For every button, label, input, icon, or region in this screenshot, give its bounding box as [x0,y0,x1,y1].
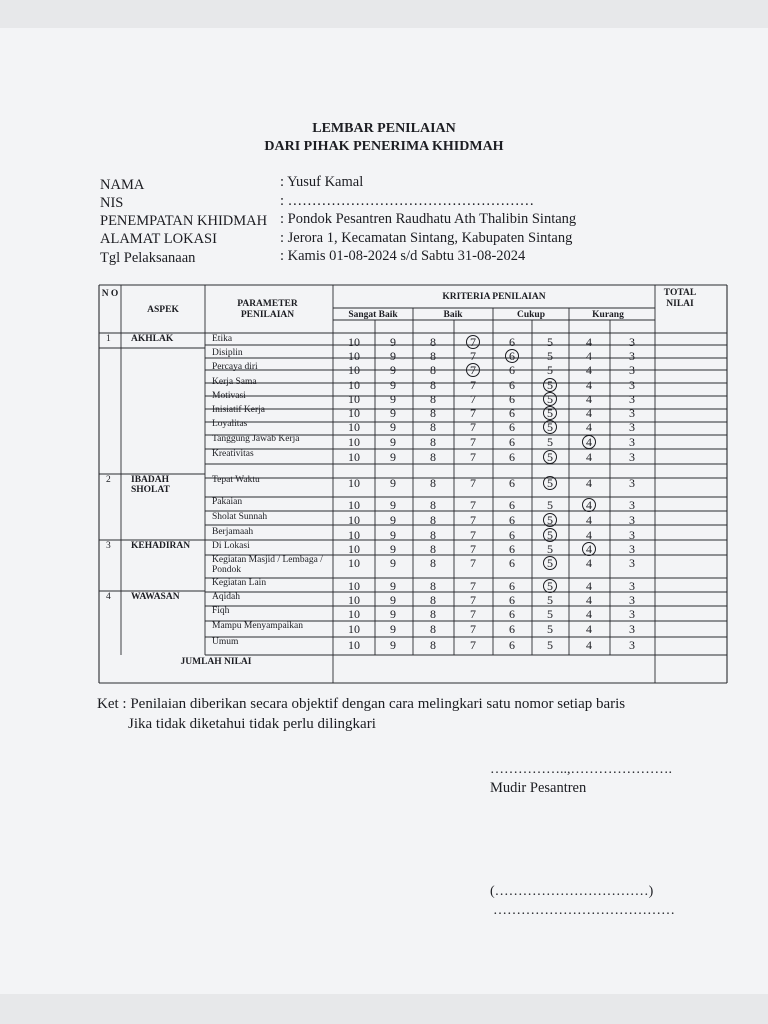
signature-nip: ………………………………… [493,903,675,918]
score-cell: 10 [348,392,360,406]
signature-role: Mudir Pesantren [490,780,587,796]
score-cell: 7 [470,528,476,542]
score-cell: 9 [390,593,396,607]
score-cell: 8 [430,579,436,593]
score-cell: 8 [430,420,436,434]
score-cell: 4 [586,513,592,527]
score-cell: 4 [586,579,592,593]
header-kriteria: KRITERIA PENILAIAN [442,292,546,302]
row-parameter: Tanggung Jawab Kerja [212,434,300,444]
score-cell: 8 [430,556,436,570]
score-cell: 7 [470,335,476,349]
score-cell: 3 [629,513,635,527]
score-cell: 7 [470,450,476,464]
score-cell: 7 [470,349,476,363]
score-cell: 6 [509,378,515,392]
score-cell: 3 [629,542,635,556]
score-cell: 3 [629,435,635,449]
header-group-cukup: Cukup [517,310,545,320]
score-cell: 7 [470,607,476,621]
score-cell: 4 [586,556,592,570]
score-cell: 8 [430,593,436,607]
field-label: NIS [100,195,124,211]
row-parameter: Kegiatan Lain [212,578,267,588]
score-cell: 4 [586,638,592,652]
score-cell: 10 [348,476,360,490]
score-cell: 6 [509,392,515,406]
score-cell: 9 [390,556,396,570]
score-cell: 5 [547,622,553,636]
header-total: TOTAL NILAI [663,288,697,309]
circled-score-mark [466,363,480,377]
field-value: : Kamis 01-08-2024 s/d Sabtu 31-08-2024 [280,248,526,264]
score-cell: 10 [348,556,360,570]
score-cell: 3 [629,378,635,392]
circled-score-mark [543,556,557,570]
score-cell: 9 [390,363,396,377]
circled-score-mark [543,528,557,542]
score-cell: 6 [509,622,515,636]
score-cell: 3 [629,593,635,607]
score-cell: 9 [390,638,396,652]
score-cell: 7 [470,513,476,527]
score-cell: 3 [629,406,635,420]
title-line-2: DARI PIHAK PENERIMA KHIDMAH [264,139,504,154]
score-cell: 4 [586,349,592,363]
header-group-kurang: Kurang [592,310,624,320]
score-cell: 9 [390,335,396,349]
field-value: : Jerora 1, Kecamatan Sintang, Kabupaten Sintang [280,230,573,246]
score-cell: 6 [509,476,515,490]
score-cell: 8 [430,528,436,542]
score-cell: 9 [390,542,396,556]
score-cell: 6 [509,335,515,349]
field-label: NAMA [100,177,145,193]
score-cell: 8 [430,638,436,652]
score-cell: 6 [509,542,515,556]
score-cell: 4 [586,450,592,464]
row-parameter: Loyalitas [212,419,248,429]
score-cell: 10 [348,378,360,392]
score-cell: 5 [547,579,553,593]
row-aspek: WAWASAN [131,592,180,602]
score-cell: 8 [430,476,436,490]
row-number: 4 [106,592,111,602]
score-cell: 3 [629,349,635,363]
score-cell: 8 [430,498,436,512]
score-cell: 3 [629,528,635,542]
score-cell: 10 [348,420,360,434]
row-parameter: Kerja Sama [212,377,257,387]
score-cell: 3 [629,579,635,593]
score-cell: 5 [547,528,553,542]
score-cell: 3 [629,607,635,621]
score-cell: 6 [509,638,515,652]
score-cell: 10 [348,335,360,349]
row-parameter: Etika [212,334,233,344]
row-parameter: Di Lokasi [212,541,250,551]
score-cell: 7 [470,622,476,636]
score-cell: 9 [390,378,396,392]
score-cell: 9 [390,498,396,512]
score-cell: 4 [586,335,592,349]
score-cell: 8 [430,450,436,464]
score-cell: 7 [470,363,476,377]
score-cell: 3 [629,638,635,652]
header-group-baik: Baik [443,310,463,320]
score-cell: 7 [470,638,476,652]
field-value: : Pondok Pesantren Raudhatu Ath Thalibin Sintang [280,211,577,227]
row-parameter: Berjamaah [212,527,254,537]
score-cell: 9 [390,406,396,420]
score-cell: 8 [430,406,436,420]
score-cell: 4 [586,476,592,490]
score-cell: 9 [390,622,396,636]
score-cell: 6 [509,579,515,593]
circled-score-mark [582,435,596,449]
score-cell: 6 [509,420,515,434]
score-cell: 5 [547,593,553,607]
score-cell: 6 [509,498,515,512]
score-cell: 8 [430,622,436,636]
note-line-2: Jika tidak diketahui tidak perlu dilingkari [128,716,376,732]
score-cell: 5 [547,638,553,652]
header-group-sangat-baik: Sangat Baik [348,310,398,320]
score-cell: 4 [586,607,592,621]
score-cell: 6 [509,406,515,420]
score-cell: 4 [586,392,592,406]
footer-jumlah-nilai: JUMLAH NILAI [180,657,252,667]
note-line-1: Ket : Penilaian diberikan secara objektif dengan cara melingkari satu nomor setiap baris [97,696,626,712]
circled-score-mark [543,476,557,490]
signature-name: (……………………………) [490,884,654,899]
header-no: N O [101,289,119,299]
score-cell: 4 [586,406,592,420]
circled-score-mark [543,392,557,406]
score-cell: 3 [629,476,635,490]
score-cell: 10 [348,579,360,593]
score-cell: 9 [390,476,396,490]
score-cell: 4 [586,363,592,377]
row-parameter: Percaya diri [212,362,258,372]
score-cell: 9 [390,420,396,434]
score-cell: 7 [470,579,476,593]
circled-score-mark [543,378,557,392]
score-cell: 6 [509,513,515,527]
score-cell: 6 [509,556,515,570]
score-cell: 10 [348,406,360,420]
score-cell: 10 [348,593,360,607]
score-cell: 9 [390,435,396,449]
score-cell: 4 [586,378,592,392]
score-cell: 9 [390,579,396,593]
score-cell: 3 [629,450,635,464]
circled-score-mark [543,406,557,420]
score-cell: 10 [348,607,360,621]
score-cell: 7 [470,420,476,434]
score-cell: 5 [547,378,553,392]
score-cell: 10 [348,513,360,527]
score-cell: 10 [348,528,360,542]
row-parameter: Mampu Menyampaikan [212,621,304,631]
circled-score-mark [543,420,557,434]
field-value: : …………………………………………… [280,193,535,209]
row-parameter: Disiplin [212,348,243,358]
score-cell: 5 [547,607,553,621]
row-parameter: Pakaian [212,497,243,507]
score-cell: 6 [509,528,515,542]
score-cell: 3 [629,498,635,512]
score-cell: 3 [629,556,635,570]
score-cell: 5 [547,542,553,556]
score-cell: 3 [629,392,635,406]
score-cell: 9 [390,450,396,464]
score-cell: 6 [509,593,515,607]
score-cell: 4 [586,498,592,512]
score-cell: 5 [547,476,553,490]
score-cell: 10 [348,435,360,449]
score-cell: 8 [430,513,436,527]
field-label: ALAMAT LOKASI [100,231,217,247]
row-aspek: KEHADIRAN [131,541,191,551]
row-number: 2 [106,475,111,485]
score-cell: 6 [509,607,515,621]
score-cell: 8 [430,378,436,392]
score-cell: 9 [390,513,396,527]
row-parameter: Kreativitas [212,449,254,459]
score-cell: 10 [348,542,360,556]
score-cell: 9 [390,392,396,406]
score-cell: 3 [629,335,635,349]
score-cell: 5 [547,363,553,377]
row-parameter: Sholat Sunnah [212,512,268,522]
score-cell: 6 [509,435,515,449]
row-aspek: AKHLAK [131,334,174,344]
score-cell: 7 [470,476,476,490]
score-cell: 3 [629,622,635,636]
score-cell: 4 [586,622,592,636]
score-cell: 8 [430,435,436,449]
title-line-1: LEMBAR PENILAIAN [312,121,456,136]
circled-score-mark [505,349,519,363]
score-cell: 7 [470,406,476,420]
circled-score-mark [543,579,557,593]
row-number: 1 [106,334,111,344]
score-cell: 10 [348,363,360,377]
score-cell: 4 [586,420,592,434]
score-cell: 5 [547,498,553,512]
circled-score-mark [543,450,557,464]
score-cell: 4 [586,593,592,607]
score-cell: 7 [470,498,476,512]
score-cell: 8 [430,335,436,349]
score-cell: 7 [470,593,476,607]
score-cell: 5 [547,420,553,434]
score-cell: 6 [509,349,515,363]
signature-date: ……………..,…………………. [490,762,672,777]
score-cell: 5 [547,392,553,406]
score-cell: 4 [586,542,592,556]
score-cell: 3 [629,363,635,377]
circled-score-mark [582,542,596,556]
field-label: Tgl Pelaksanaan [100,250,196,266]
score-cell: 8 [430,607,436,621]
score-cell: 10 [348,498,360,512]
score-cell: 9 [390,607,396,621]
score-cell: 9 [390,528,396,542]
score-cell: 6 [509,363,515,377]
field-label: PENEMPATAN KHIDMAH [100,213,268,229]
score-cell: 8 [430,363,436,377]
circled-score-mark [543,513,557,527]
score-cell: 7 [470,378,476,392]
score-cell: 8 [430,349,436,363]
row-parameter: Tepat Waktu [212,475,260,485]
score-cell: 7 [470,542,476,556]
score-cell: 6 [509,450,515,464]
score-cell: 7 [470,435,476,449]
row-parameter: Aqidah [212,592,240,602]
score-cell: 5 [547,349,553,363]
score-cell: 5 [547,406,553,420]
score-cell: 5 [547,513,553,527]
header-parameter: PARAMETER PENILAIAN [237,299,298,320]
field-value: : Yusuf Kamal [280,174,364,190]
score-cell: 7 [470,392,476,406]
row-number: 3 [106,541,111,551]
circled-score-mark [466,335,480,349]
score-cell: 10 [348,349,360,363]
row-parameter: Kegiatan Masjid / Lembaga / Pondok [212,555,323,575]
circled-score-mark [582,498,596,512]
score-cell: 10 [348,622,360,636]
score-cell: 5 [547,556,553,570]
row-parameter: Fiqh [212,606,230,616]
score-cell: 5 [547,435,553,449]
score-cell: 5 [547,450,553,464]
score-cell: 5 [547,335,553,349]
score-cell: 10 [348,450,360,464]
row-parameter: Umum [212,637,239,647]
row-parameter: Inisiatif Kerja [212,405,266,415]
score-cell: 8 [430,542,436,556]
score-cell: 4 [586,528,592,542]
score-cell: 9 [390,349,396,363]
score-cell: 10 [348,638,360,652]
row-aspek: IBADAH SHOLAT [131,475,170,495]
score-cell: 7 [470,556,476,570]
score-cell: 3 [629,420,635,434]
row-parameter: Motivasi [212,391,246,401]
header-aspek: ASPEK [147,305,179,315]
score-cell: 4 [586,435,592,449]
score-cell: 8 [430,392,436,406]
